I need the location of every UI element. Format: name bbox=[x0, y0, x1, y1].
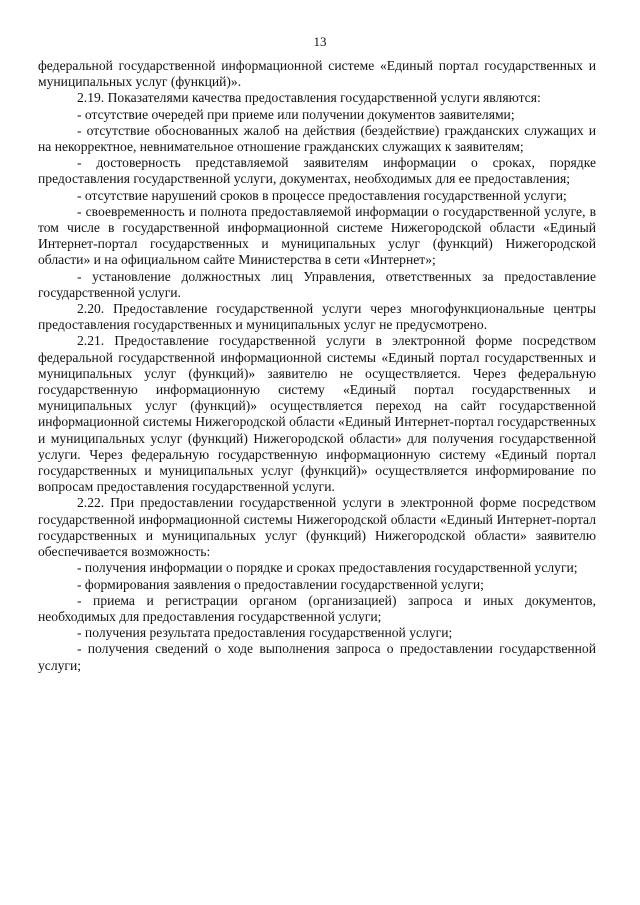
list-item: - приема и регистрации органом (организацией) запроса и иных документов, необходимых для предоставления государственной услуги; bbox=[38, 592, 596, 624]
paragraph-2-21: 2.21. Предоставление государственной услуги в электронной форме посредством федеральной государственной информационной системы «Единый портал государственных и муниципальных услуг (функций)» заявителю не осуществляется. Через федеральную государственную информационную систему «Единый портал государственных и муниципальных услуг (функций)» осуществляется переход на сайт государственной информационной системы Нижегородской области «Единый Интернет-портал государственных и муниципальных услуг (функций) Нижегородской области» для получения государственной услуги. Через федеральную государственную информационную систему «Единый портал государственных и муниципальных услуг (функций)» осуществляется информирование по вопросам предоставления государственной услуги. bbox=[38, 333, 596, 495]
list-item: - установление должностных лиц Управления, ответственных за предоставление государственной услуги. bbox=[38, 268, 596, 300]
paragraph-2-22: 2.22. При предоставлении государственной услуги в электронной форме посредством государственной информационной системы Нижегородской области «Единый Интернет-портал государственных и муниципальных услуг (функций) Нижегородской области» заявителю обеспечивается возможность: bbox=[38, 495, 596, 560]
list-item: - получения сведений о ходе выполнения запроса о предоставлении государственной услуги; bbox=[38, 641, 596, 673]
list-item: - достоверность представляемой заявителям информации о сроках, порядке предоставления государственной услуги, документах, необходимых для ее предоставления; bbox=[38, 155, 596, 187]
paragraph-2-20: 2.20. Предоставление государственной услуги через многофункциональные центры предоставления государственных и муниципальных услуг не предусмотрено. bbox=[38, 301, 596, 333]
document-body bbox=[38, 58, 596, 674]
list-item: - получения информации о порядке и сроках предоставления государственной услуги; bbox=[77, 560, 578, 576]
list-item: - своевременность и полнота предоставляемой информации о государственной услуге, в том числе в государственной информационной системе Нижегородской области «Единый Интернет-портал государственных и муниципальных услуг (функций) Нижегородской области» и на официальном сайте Министерства в сети «Интернет»; bbox=[38, 203, 596, 268]
page-number: 13 bbox=[313, 34, 327, 49]
list-item: - отсутствие обоснованных жалоб на действия (бездействие) гражданских служащих и на некорректное, невнимательное отношение гражданских служащих к заявителям; bbox=[38, 122, 596, 155]
list-item: - отсутствие очередей при приеме или получении документов заявителями; bbox=[77, 106, 515, 122]
list-item: - получения результата предоставления государственной услуги; bbox=[77, 625, 453, 641]
list-item: - отсутствие нарушений сроков в процессе предоставления государственной услуги; bbox=[77, 187, 567, 203]
list-item: - формирования заявления о предоставлении государственной услуги; bbox=[77, 576, 484, 592]
paragraph-2-19: 2.19. Показателями качества предоставления государственной услуги являются: bbox=[77, 90, 541, 106]
paragraph-continuation: федеральной государственной информационной системе «Единый портал государственных и муниципальных услуг (функций)». bbox=[38, 58, 596, 90]
